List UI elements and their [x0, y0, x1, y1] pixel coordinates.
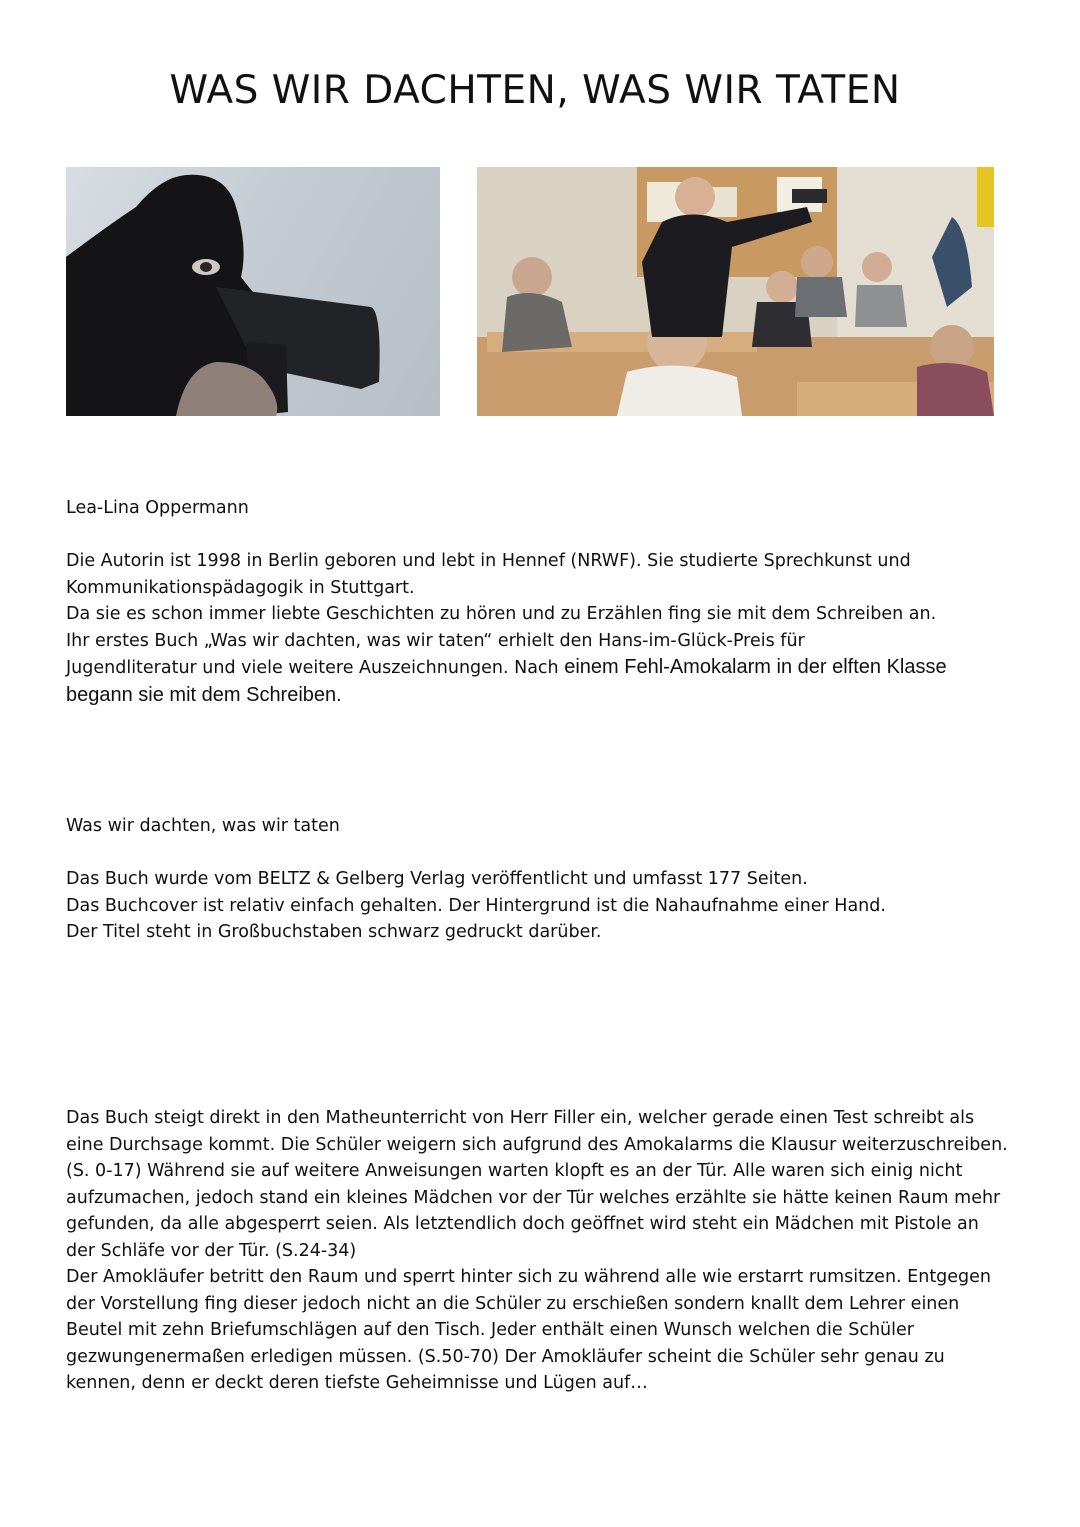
bio-line-mixed [66, 654, 1026, 682]
plot-line: Das Buch steigt direkt in den Matheunterricht von Herr Filler ein, welcher gerade einen Test schreibt als [66, 1108, 975, 1128]
plot-line: Beutel mit zehn Briefumschlägen auf den Tisch. Jeder enthält einen Wunsch welchen die Schüler [66, 1320, 914, 1340]
book-line: Der Titel steht in Großbuchstaben schwarz gedruckt darüber. [66, 922, 602, 942]
plot-line: gezwungenermaßen erledigen müssen. (S.50-70) Der Amokläufer scheint die Schüler sehr genau zu [66, 1346, 945, 1367]
bio-line: Kommunikationspädagogik in Stuttgart. [66, 577, 415, 598]
bio-line-part: Jugendliteratur und viele weitere Auszeichnungen. Nach [66, 658, 565, 678]
author-section [66, 495, 1026, 522]
plot-line: kennen, denn er deckt deren tiefste Geheimnisse und Lügen auf… [66, 1373, 648, 1393]
plot-line: Der Amokläufer betritt den Raum und sperrt hinter sich zu während alle wie erstarrt rumsitzen. Entgegen [66, 1267, 992, 1287]
page-title: WAS WIR DACHTEN, WAS WIR TATEN [169, 68, 901, 113]
author-name: Lea-Lina Oppermann [66, 498, 249, 518]
plot-line: der Vorstellung fing dieser jedoch nicht an die Schüler zu erschießen sondern knallt dem Lehrer einen [66, 1293, 960, 1314]
bio-line: begann sie mit dem Schreiben. [66, 683, 342, 706]
plot-line: gefunden, da alle abgesperrt seien. Als letztendlich doch geöffnet wird steht ein Mädchen mit Pistole an [66, 1214, 979, 1234]
masked-gunman-photo [66, 167, 440, 416]
plot-line: eine Durchsage kommt. Die Schüler weigern sich aufgrund des Amokalarms die Klausur weiterzuschreiben. [66, 1134, 1008, 1155]
classroom-gunman-photo [477, 167, 994, 416]
book-details [66, 866, 1026, 946]
book-line: Das Buch wurde vom BELTZ & Gelberg Verlag veröffentlicht und umfasst 177 Seiten. [66, 869, 808, 889]
book-heading: Was wir dachten, was wir taten [66, 816, 340, 836]
plot-line: der Schläfe vor der Tür. (S.24-34) [66, 1240, 357, 1261]
plot-line: (S. 0-17) Während sie auf weitere Anweisungen warten klopft es an der Tür. Alle waren sich einig nicht [66, 1161, 963, 1181]
bio-line-part: einem Fehl-Amokalarm in der elften Klasse [564, 656, 947, 678]
author-bio [66, 548, 1026, 708]
bio-line: Da sie es schon immer liebte Geschichten zu hören und zu Erzählen fing sie mit dem Schreiben an. [66, 604, 937, 624]
bio-line: Ihr erstes Buch „Was wir dachten, was wir taten“ erhielt den Hans-im-Glück-Preis für [66, 630, 805, 651]
plot-line: aufzumachen, jedoch stand ein kleines Mädchen vor der Tür welches erzählte sie hätte keinen Raum mehr [66, 1187, 1001, 1208]
book-section [66, 813, 1026, 840]
bio-line: Die Autorin ist 1998 in Berlin geboren und lebt in Hennef (NRWF). Sie studierte Sprechkunst und [66, 551, 911, 571]
plot-section [66, 1105, 1066, 1397]
book-line: Das Buchcover ist relativ einfach gehalten. Der Hintergrund ist die Nahaufnahme einer Hand. [66, 895, 886, 916]
